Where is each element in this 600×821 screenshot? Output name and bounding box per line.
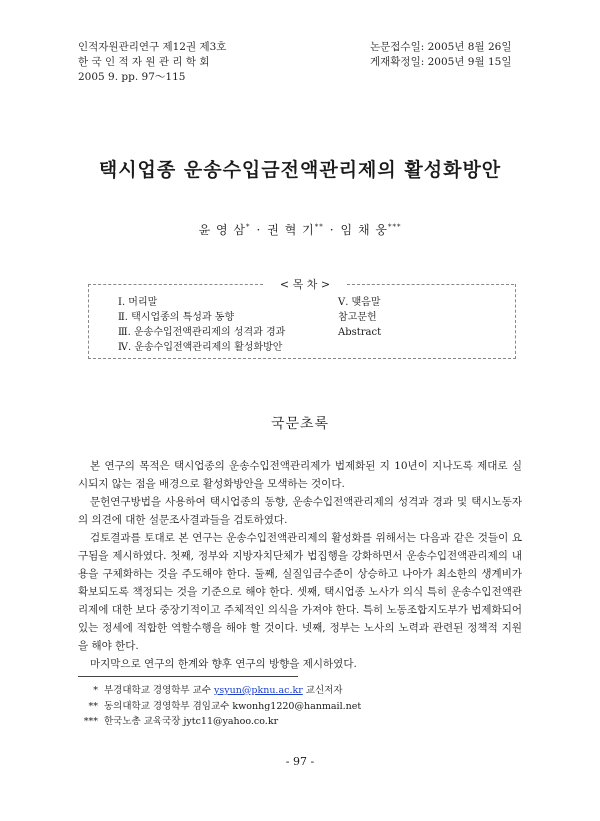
- toc-right-column: [338, 295, 381, 340]
- footnote: [80, 714, 361, 730]
- abstract-paragraph: 문헌연구방법을 사용하여 택시업종의 동향, 운송수입전액관리제의 성격과 경과 및 택시노동자의 의견에 대한 설문조사결과들을 검토하였다.: [78, 496, 522, 526]
- abstract-title: 국문초록: [270, 416, 330, 432]
- journal-info: [78, 40, 226, 85]
- author-line: [0, 221, 600, 238]
- abstract-paragraph: 마지막으로 연구의 한계와 향후 연구의 방향을 제시하였다.: [90, 658, 357, 670]
- footnote-mark: **: [88, 700, 98, 712]
- received-date: 논문접수일: 2005년 8월 26일: [370, 41, 512, 53]
- footnotes: [80, 683, 361, 730]
- toc-left-column: [118, 295, 285, 355]
- accepted-date: 게재확정일: 2005년 9월 15일: [370, 56, 512, 68]
- submission-dates: [370, 40, 511, 70]
- toc-item: Ⅲ. 운송수입전액관리제의 성격과 경과: [118, 327, 286, 338]
- toc-item: 참고문헌: [338, 312, 377, 323]
- toc-item: Ⅴ. 맺음말: [338, 297, 381, 308]
- issue-pages: 2005 9. pp. 97～115: [78, 71, 186, 83]
- footnote-text: 부경대학교 경영학부 교수: [104, 685, 215, 696]
- footnote: [80, 699, 361, 715]
- toc-item: Abstract: [338, 327, 382, 338]
- toc-item: Ⅱ. 택시업종의 특성과 동향: [118, 312, 235, 323]
- author-separator: ·: [329, 223, 335, 237]
- footnote-text: 한국노총 교육국장 jytc11@yahoo.co.kr: [104, 716, 279, 727]
- author-3: 임 채 웅: [340, 223, 388, 237]
- toc-item: Ⅰ. 머리말: [118, 297, 158, 308]
- author-2-mark: **: [314, 223, 324, 231]
- footnote-text: 교신저자: [302, 685, 343, 696]
- abstract-paragraph: 본 연구의 목적은 택시업종의 운송수입전액관리제가 법제화된 지 10년이 지나도록 제대로 실시되지 않는 점을 배경으로 활성화방안을 모색하는 것이다.: [78, 460, 522, 490]
- footnote-mark: *: [93, 685, 98, 696]
- footnote-mark: ***: [83, 716, 98, 727]
- author-2: 권 혁 기: [267, 223, 315, 237]
- society-name: 한 국 인 적 자 원 관 리 학 회: [78, 56, 210, 68]
- toc-item: Ⅳ. 운송수입전액관리제의 활성화방안: [118, 342, 283, 353]
- footnote-text: 동의대학교 경영학부 겸임교수 kwonhg1220@hanmail.net: [104, 700, 362, 712]
- toc-heading: < 목 차 >: [263, 276, 347, 292]
- journal-name: 인적자원관리연구 제12권 제3호: [78, 41, 227, 53]
- paper-title: 택시업종 운송수입금전액관리제의 활성화방안: [98, 159, 502, 181]
- author-1-mark: *: [245, 223, 251, 231]
- email-link[interactable]: ysyun@pknu.ac.kr: [214, 685, 303, 696]
- abstract-body: [78, 457, 522, 673]
- author-3-mark: ***: [387, 223, 402, 231]
- author-1: 윤 영 삼: [198, 223, 246, 237]
- footnote: [80, 683, 361, 699]
- abstract-paragraph: 검토결과를 토대로 본 연구는 운송수입전액관리제의 활성화를 위해서는 다음과 같은 것들이 요구됨을 제시하였다. 첫째, 정부와 지방자치단체가 법집행을 강화하면서 운송수입전액관리제의 내용을 구체화하는 것을 주도해야 한다. 둘째, 실질임금수준이 상승하고 나아가 최소한의 생계비가 확보되도록 책정되는 것을 기준으로 해야 한다. 셋째, 택시업종 노사가 의식 특히 운송수입전액관리제에 대한 보다 중장기적이고 주체적인 의식을 가져야 한다. 특히 노동조합지도부가 법제화되어 있는 정세에 적합한 역할수행을 해야 할 것이다. 넷째, 정부는 노사의 노력과 관련된 정책적 지원을 해야 한다.: [78, 532, 522, 652]
- author-separator: ·: [256, 223, 262, 237]
- footnote-rule: [78, 676, 298, 677]
- page-number: - 97 -: [285, 755, 315, 768]
